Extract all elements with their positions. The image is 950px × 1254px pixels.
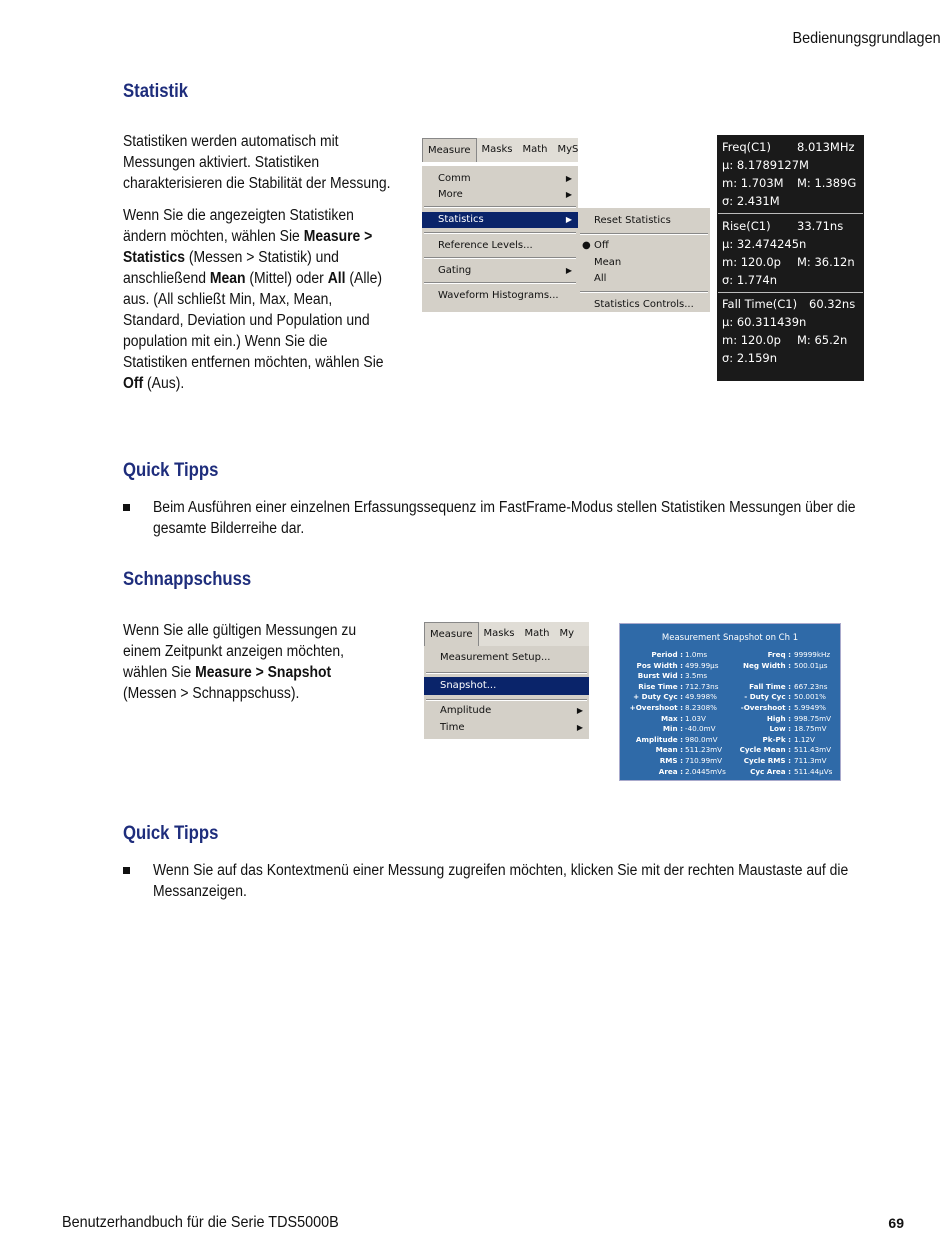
snapshot-key: Fall Time : [749, 681, 791, 691]
snapshot-row [620, 756, 840, 767]
statistik-para-1: Statistiken werden automatisch mit Messungen aktiviert. Statistiken charakterisieren die Stabilität der Messung. [123, 133, 391, 192]
snapshot-row [620, 661, 840, 672]
snapshot-key: Period : [651, 650, 683, 659]
snapshot-key: Cyc Area : [750, 766, 791, 776]
menu-item-amplitude[interactable]: Amplitude ▶ [424, 703, 589, 719]
submenu-arrow-icon: ▶ [565, 215, 572, 224]
snapshot-row [620, 724, 840, 735]
snapshot-value: 511.44µVs [794, 766, 833, 776]
stat-block-fall-time: Fall Time(C1) 60.32ns µ: 60.311439n m: 120.0p M: 65.2n σ: 2.159n [722, 297, 856, 365]
menubar-mys[interactable]: MyS [557, 144, 579, 155]
snapshot-key: Min : [662, 724, 683, 734]
submenu-off[interactable]: ● Off [578, 238, 710, 254]
snapshot-value: 980.0mV [685, 734, 718, 744]
snapshot-dropdown [424, 646, 589, 739]
submenu-all[interactable]: All [594, 273, 607, 284]
snapshot-key: + Duty Cyc : [633, 692, 683, 702]
submenu-arrow-icon: ▶ [565, 190, 572, 199]
snapshot-title: Measurement Snapshot on Ch 1 [661, 633, 799, 643]
menu-separator [424, 257, 576, 259]
snapshot-key: -Overshoot : [740, 703, 791, 712]
snapshot-key: - Duty Cyc : [744, 692, 791, 702]
menu-separator [580, 291, 708, 293]
snapshot-key: Pos Width : [636, 660, 683, 670]
snapshot-value: 667.23ns [794, 681, 828, 691]
snapshot-value: 49.998% [685, 692, 717, 702]
snapshot-key: Mean : [655, 745, 683, 755]
quick-tip-1-item: Beim Ausführen einer einzelnen Erfassungssequenz im FastFrame-Modus stellen Statistiken Messungen über die gesamte Bilderreihe dar. [123, 497, 923, 539]
snapshot-value: 710.99mV [685, 756, 723, 765]
snapshot-value: 18.75mV [794, 724, 827, 734]
section-title-quick-tipps-1: Quick Tipps [123, 460, 219, 481]
stat-block-freq: Freq(C1) 8.013MHz µ: 8.1789127M m: 1.703M M: 1.389G σ: 2.431M [722, 140, 857, 208]
snapshot-value: 711.3mV [794, 756, 827, 765]
menu-item-snapshot[interactable]: Snapshot... [424, 677, 589, 695]
snapshot-value: 511.23mV [685, 745, 723, 755]
menubar-measure[interactable]: Measure [422, 138, 477, 162]
menu-item-measurement-setup[interactable]: Measurement Setup... [440, 652, 551, 663]
section-title-schnappschuss: Schnappschuss [123, 569, 252, 590]
schnappschuss-para: Wenn Sie alle gültigen Messungen zu einem Zeitpunkt anzeigen möchten, wählen Sie Measure > Snapshot (Messen > Schnappschuss). [123, 622, 357, 702]
stat-divider [718, 213, 863, 214]
submenu-reset-statistics[interactable]: Reset Statistics [594, 215, 671, 226]
snapshot-key: Low : [769, 724, 791, 734]
running-head: Bedienungsgrundlagen [792, 30, 941, 47]
snapshot-value: 1.0ms [685, 650, 708, 659]
snapshot-key: Freq : [767, 650, 791, 659]
section-title-statistik: Statistik [123, 81, 189, 102]
snapshot-key: Area : [658, 766, 683, 776]
snapshot-value: 1.03V [685, 713, 706, 723]
bullet-square-icon [123, 867, 130, 874]
menubar-measure[interactable]: Measure [424, 622, 479, 646]
measure-menubar [422, 138, 578, 162]
snapshot-row [620, 692, 840, 703]
snapshot-row [620, 682, 840, 693]
snapshot-key: Max : [660, 713, 683, 723]
measure-dropdown [422, 166, 578, 312]
snapshot-key: Neg Width : [742, 660, 791, 670]
submenu-mean[interactable]: Mean [594, 257, 622, 268]
menubar-my[interactable]: My [559, 628, 575, 639]
submenu-arrow-icon: ▶ [565, 266, 572, 275]
statistics-readout-panel [717, 135, 864, 381]
statistik-para-2: Wenn Sie die angezeigten Statistiken ändern möchten, wählen Sie Measure > Statistics (Messen > Statistik) und anschließend Mean (Mittel) oder All (Alle) aus. (All schließt Min, Max, Mean, Standard, Deviation und Population und population mit ein.) Wenn Sie die Statistiken entfernen möchten, wählen Sie Off (Aus). [123, 207, 384, 392]
statistics-submenu [578, 208, 710, 312]
submenu-arrow-icon: ▶ [565, 174, 572, 183]
snapshot-menubar [424, 622, 589, 646]
stat-divider [718, 292, 863, 293]
snapshot-key: Pk-Pk : [762, 734, 791, 744]
snapshot-row [620, 745, 840, 756]
submenu-arrow-icon: ▶ [576, 706, 583, 715]
snapshot-value: 712.73ns [685, 681, 719, 691]
snapshot-value: 2.0445mVs [685, 766, 726, 776]
snapshot-row [620, 703, 840, 714]
footer-title: Benutzerhandbuch für die Serie TDS5000B [62, 1214, 339, 1231]
snapshot-value: 8.2308% [685, 703, 717, 712]
snapshot-row [620, 650, 840, 661]
menu-separator [580, 233, 708, 235]
menubar-masks[interactable]: Masks [483, 628, 515, 639]
snapshot-value: -40.0mV [685, 724, 716, 734]
snapshot-key: High : [766, 713, 791, 723]
menu-separator [424, 206, 576, 208]
snapshot-key: Amplitude : [635, 734, 683, 744]
bullet-square-icon [123, 504, 130, 511]
snapshot-value: 1.12V [794, 734, 815, 744]
snapshot-value: 499.99µs [685, 660, 719, 670]
snapshot-value: 511.43mV [794, 745, 832, 755]
submenu-arrow-icon: ▶ [576, 723, 583, 732]
snapshot-key: Cycle RMS : [743, 756, 791, 765]
snapshot-key: Cycle Mean : [739, 745, 791, 755]
snapshot-row [620, 671, 840, 682]
measurement-snapshot-panel [619, 623, 841, 781]
snapshot-row [620, 714, 840, 725]
menu-item-comm[interactable]: Comm ▶ [422, 171, 578, 187]
quick-tip-2-item: Wenn Sie auf das Kontextmenü einer Messung zugreifen möchten, klicken Sie mit der rechten Maustaste auf die Messanzeigen. [123, 860, 923, 902]
menubar-masks[interactable]: Masks [481, 144, 513, 155]
menu-item-reference-levels[interactable]: Reference Levels... [438, 240, 533, 251]
menu-separator [426, 672, 587, 674]
snapshot-row [620, 735, 840, 746]
menubar-math[interactable]: Math [522, 144, 548, 155]
statistik-text [123, 131, 393, 405]
section-title-quick-tipps-2: Quick Tipps [123, 823, 219, 844]
submenu-statistics-controls[interactable]: Statistics Controls... [594, 299, 694, 310]
menu-separator [424, 282, 576, 284]
snapshot-value: 50.001% [794, 692, 826, 702]
menu-separator [426, 699, 587, 701]
menu-item-more[interactable]: More ▶ [422, 187, 578, 203]
snapshot-value: 3.5ms [685, 671, 708, 681]
menubar-math[interactable]: Math [524, 628, 550, 639]
menu-separator [424, 232, 576, 234]
menu-item-waveform-histograms[interactable]: Waveform Histograms... [438, 290, 559, 301]
page-number: 69 [888, 1215, 904, 1231]
snapshot-value: 998.75mV [794, 713, 832, 723]
snapshot-key: RMS : [659, 756, 683, 765]
snapshot-value: 5.9949% [794, 703, 826, 712]
stat-block-rise: Rise(C1) 33.71ns µ: 32.474245n m: 120.0p M: 36.12n σ: 1.774n [722, 219, 855, 287]
snapshot-key: +Overshoot : [629, 703, 683, 712]
schnappschuss-text [123, 620, 384, 715]
snapshot-key: Burst Wid : [637, 671, 683, 681]
snapshot-value: 500.01µs [794, 660, 828, 670]
radio-bullet-icon: ● [582, 240, 591, 251]
menu-item-statistics[interactable]: Statistics ▶ [422, 212, 578, 228]
snapshot-key: Rise Time : [638, 681, 683, 691]
menu-item-gating[interactable]: Gating ▶ [422, 263, 578, 279]
menu-item-time[interactable]: Time ▶ [424, 720, 589, 736]
snapshot-value: 99999kHz [794, 650, 831, 659]
snapshot-row [620, 767, 840, 778]
